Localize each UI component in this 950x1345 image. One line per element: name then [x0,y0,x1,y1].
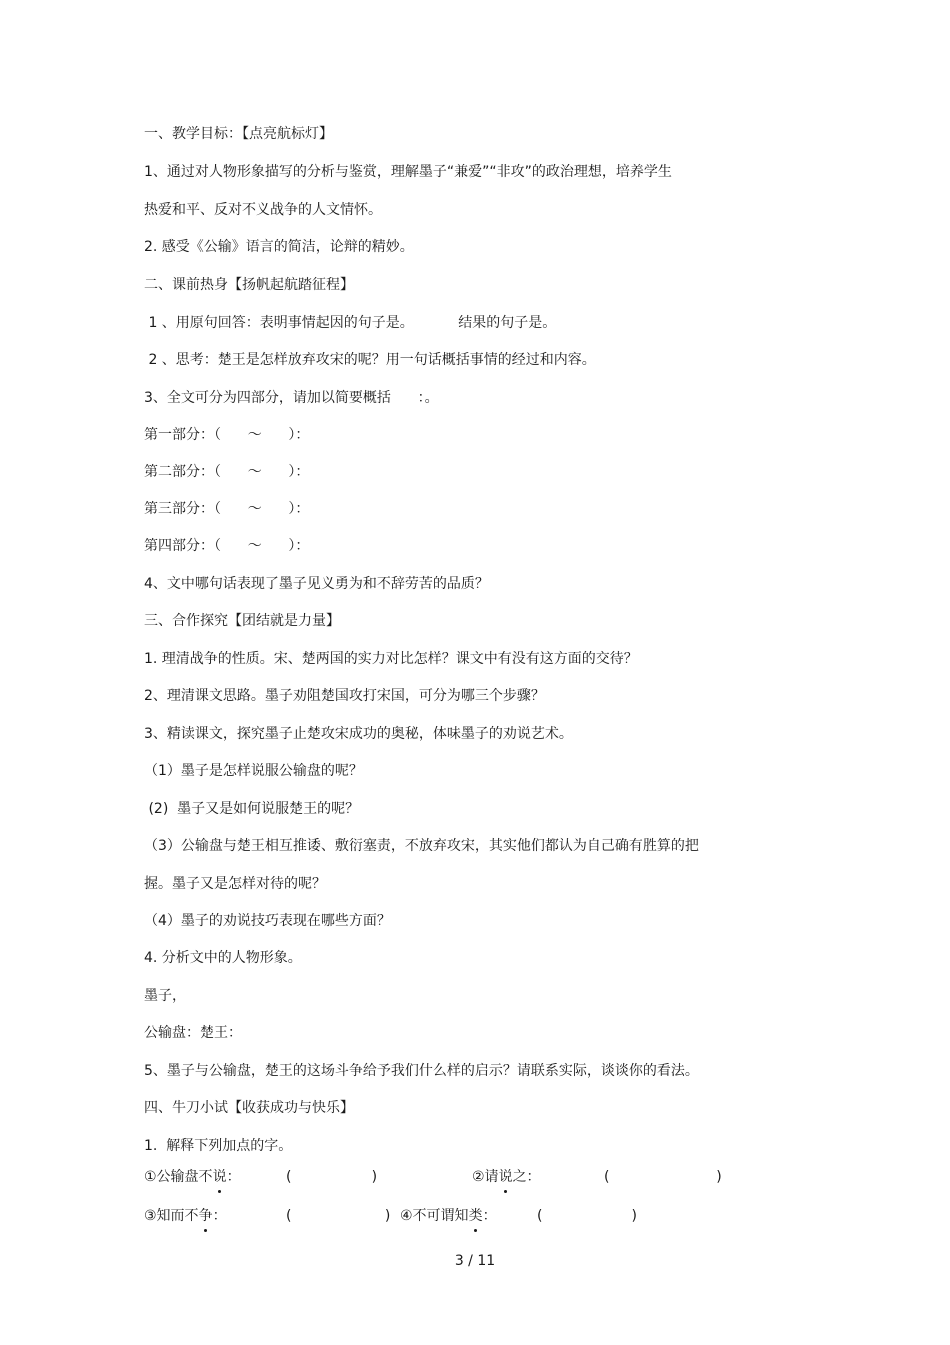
exercise-item-4-colon: ： [482,1208,497,1224]
page-number: 3 / 11 [454,1253,496,1269]
section-heading-practice: 四、牛刀小试【收获成功与快乐】 [144,1100,354,1116]
dotted-character: 说 [212,1169,227,1185]
answer-blank-1: ( ) [286,1169,378,1185]
section-heading-teaching-goals: 一、教学目标：【点亮航标灯】 [144,126,333,142]
coop-question-2: 2、理清课文思路。墨子劝阻楚国攻打宋国，可分为哪三个步骤？ [144,688,545,704]
exercise-item-2-colon: 之： [512,1169,541,1185]
section-heading-cooperation: 三、合作探究【团结就是力量】 [144,613,340,629]
answer-blank-3: ( ) [286,1208,391,1224]
part-four-line: 第四部分：（ ～ ）： [144,538,310,554]
warmup-question-1: 1 、用原句回答：表明事情起因的句子是。 结果的句子是。 [144,315,557,331]
coop-question-4: 4. 分析文中的人物形象。 [144,950,302,966]
warmup-question-2: 2 、思考：楚王是怎样放弃攻宋的呢？用一句话概括事情的经过和内容。 [144,352,596,368]
character-mozi: 墨子， [144,988,186,1004]
exercise-item-2-text: ②请 [472,1169,499,1185]
goal-item-1: 1、通过对人物形象描写的分析与鉴赏，理解墨子“兼爱”“非攻”的政治理想，培养学生 [144,164,672,180]
dotted-character: 争 [198,1208,213,1224]
exercise-item-4 [400,1207,497,1225]
exercise-item-1-text: ①公输盘不 [144,1169,213,1185]
part-one-line: 第一部分：（ ～ ）： [144,427,310,443]
exercise-item-3 [144,1207,227,1225]
coop-subquestion-3-continued: 握。墨子又是怎样对待的呢？ [144,876,326,892]
coop-question-1: 1. 理清战争的性质。宋、楚两国的实力对比怎样？课文中有没有这方面的交待？ [144,651,638,667]
exercise-item-1-colon: ： [226,1169,241,1185]
section-heading-warmup: 二、课前热身【扬帆起航踏征程】 [144,277,354,293]
practice-question-1: 1. 解释下列加点的字。 [144,1138,293,1154]
goal-item-2: 2. 感受《公输》语言的简洁，论辩的精妙。 [144,239,414,255]
exercise-item-1 [144,1168,241,1186]
part-two-line: 第二部分：（ ～ ）： [144,464,310,480]
goal-item-1-continued: 热爱和平、反对不义战争的人文情怀。 [144,202,382,218]
answer-blank-2: ( ) [604,1169,722,1185]
dotted-character: 说 [498,1169,513,1185]
warmup-question-3: 3、全文可分为四部分，请加以简要概括 ：。 [144,390,439,406]
exercise-item-3-text: ③知而不 [144,1208,199,1224]
exercise-item-2 [472,1168,541,1186]
warmup-question-4: 4、文中哪句话表现了墨子见义勇为和不辞劳苦的品质？ [144,576,489,592]
coop-question-5: 5、墨子与公输盘，楚王的这场斗争给予我们什么样的启示？请联系实际，谈谈你的看法。 [144,1063,699,1079]
coop-subquestion-1: （1）墨子是怎样说服公输盘的呢？ [144,763,363,779]
exercise-item-3-colon: ： [212,1208,227,1224]
dotted-character: 类 [468,1208,483,1224]
answer-blank-4: ( ) [537,1208,637,1224]
exercise-item-4-text: ④不可谓知 [400,1208,469,1224]
character-gongshupan-chuwang: 公输盘：楚王： [144,1025,242,1041]
part-three-line: 第三部分：（ ～ ）： [144,501,310,517]
coop-subquestion-3: （3）公输盘与楚王相互推诿、敷衍塞责，不放弃攻宋，其实他们都认为自己确有胜算的把 [144,838,699,854]
coop-subquestion-4: （4）墨子的劝说技巧表现在哪些方面？ [144,913,391,929]
coop-subquestion-2: (2) 墨子又是如何说服楚王的呢？ [144,801,360,817]
coop-question-3: 3、精读课文，探究墨子止楚攻宋成功的奥秘，体味墨子的劝说艺术。 [144,726,573,742]
